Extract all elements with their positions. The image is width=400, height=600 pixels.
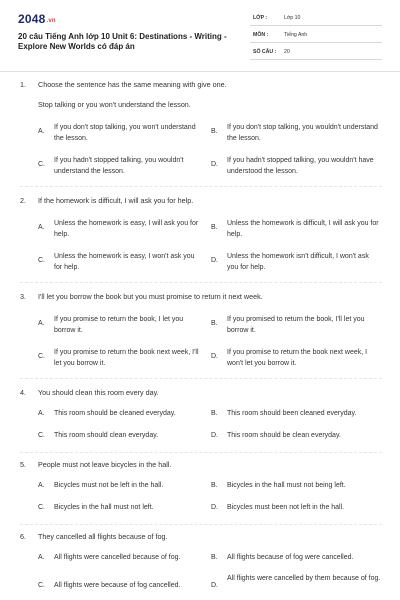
option-letter: A.: [38, 482, 45, 489]
question-number: 4.: [20, 388, 26, 397]
meta-key: SỐ CÂU :: [253, 49, 277, 55]
question-divider: [20, 378, 382, 379]
option-letter: B.: [211, 224, 218, 231]
question-divider: [20, 524, 382, 525]
option-c[interactable]: This room should clean everyday.: [54, 432, 159, 439]
question-number: 2.: [20, 196, 26, 205]
option-letter: B.: [211, 320, 218, 327]
question-prompt: People must not leave bicycles in the hall.: [38, 460, 172, 469]
option-letter: D.: [211, 504, 218, 511]
logo-main: 2048: [18, 12, 46, 26]
option-b[interactable]: Bicycles in the hall must not being left.: [227, 482, 346, 489]
meta-key: MÔN :: [253, 32, 269, 38]
option-d[interactable]: If you promise to return the book next week, I won't let you borrow it.: [227, 349, 368, 367]
option-a[interactable]: Unless the homework is easy, I will ask you for help.: [54, 220, 199, 238]
question-stem: Stop talking or you won't understand the lesson.: [38, 100, 191, 109]
option-a[interactable]: All flights were cancelled because of fog.: [54, 554, 181, 561]
document-title: 20 câu Tiếng Anh lớp 10 Unit 6: Destinations - Writing - Explore New Worlds có đáp án: [18, 32, 227, 51]
option-d[interactable]: Unless the homework isn't difficult, I won't ask you for help.: [227, 253, 369, 271]
question-prompt: You should clean this room every day.: [38, 388, 159, 397]
option-letter: C.: [38, 257, 45, 264]
meta-key: LỚP :: [253, 15, 268, 21]
question-number: 1.: [20, 80, 26, 89]
option-letter: C.: [38, 432, 45, 439]
question-number: 3.: [20, 292, 26, 301]
option-d[interactable]: All flights were cancelled by them because of fog.: [227, 575, 381, 582]
option-letter: A.: [38, 224, 45, 231]
logo-suffix: .vn: [46, 18, 56, 24]
meta-row-subject: [250, 29, 382, 43]
option-c[interactable]: Unless the homework is easy, I won't ask you for help.: [54, 253, 195, 271]
option-b[interactable]: If you promised to return the book, I'll let you borrow it.: [227, 316, 365, 334]
question-prompt: I'll let you borrow the book but you must promise to return it next week.: [38, 292, 263, 301]
option-d[interactable]: This room should be clean everyday.: [227, 432, 341, 439]
question-number: 6.: [20, 532, 26, 541]
question-divider: [20, 186, 382, 187]
option-letter: D.: [211, 582, 218, 589]
option-letter: B.: [211, 410, 218, 417]
option-a[interactable]: If you promise to return the book, I let you borrow it.: [54, 316, 184, 334]
option-c[interactable]: Bicycles in the hall must not left.: [54, 504, 154, 511]
question-prompt: They cancelled all flights because of fog.: [38, 532, 168, 541]
option-letter: B.: [211, 128, 218, 135]
option-c[interactable]: If you promise to return the book next week, I'll let you borrow it.: [54, 349, 199, 367]
meta-table: [250, 12, 382, 63]
question-prompt: Choose the sentence has the same meaning with give one.: [38, 80, 227, 89]
option-letter: C.: [38, 161, 45, 168]
meta-value: 20: [284, 49, 290, 55]
option-letter: D.: [211, 353, 218, 360]
site-logo[interactable]: [18, 12, 56, 26]
option-d[interactable]: Bicycles must been not left in the hall.: [227, 504, 345, 511]
option-d[interactable]: If you hadn't stopped talking, you wouldn't have understood the lesson.: [227, 157, 374, 175]
option-letter: A.: [38, 410, 45, 417]
question-divider: [20, 452, 382, 453]
header-divider: [0, 71, 400, 72]
option-letter: B.: [211, 554, 218, 561]
question-number: 5.: [20, 460, 26, 469]
option-a[interactable]: Bicycles must not be left in the hall.: [54, 482, 164, 489]
option-c[interactable]: If you hadn't stopped talking, you wouldn't understand the lesson.: [54, 157, 184, 175]
option-letter: C.: [38, 582, 45, 589]
option-letter: D.: [211, 161, 218, 168]
option-b[interactable]: Unless the homework is difficult, I will ask you for help.: [227, 220, 379, 238]
option-letter: A.: [38, 128, 45, 135]
question-prompt: If the homework is difficult, I will ask you for help.: [38, 196, 194, 205]
option-letter: A.: [38, 554, 45, 561]
option-letter: C.: [38, 504, 45, 511]
option-letter: D.: [211, 432, 218, 439]
option-letter: C.: [38, 353, 45, 360]
option-b[interactable]: If you don't stop talking, you wouldn't understand the lesson.: [227, 124, 378, 142]
option-c[interactable]: All flights were because of fog cancelled.: [54, 582, 181, 589]
document-header: [0, 0, 400, 68]
option-letter: B.: [211, 482, 218, 489]
option-a[interactable]: If you don't stop talking, you won't understand the lesson.: [54, 124, 196, 142]
option-b[interactable]: This room should been cleaned everyday.: [227, 410, 357, 417]
meta-row-count: [250, 46, 382, 60]
option-b[interactable]: All flights because of fog were cancelled.: [227, 554, 354, 561]
option-a[interactable]: This room should be cleaned everyday.: [54, 410, 176, 417]
option-letter: D.: [211, 257, 218, 264]
meta-value: Lớp 10: [284, 15, 301, 21]
meta-row-class: [250, 12, 382, 26]
option-letter: A.: [38, 320, 45, 327]
question-divider: [20, 282, 382, 283]
meta-value: Tiếng Anh: [284, 32, 308, 38]
